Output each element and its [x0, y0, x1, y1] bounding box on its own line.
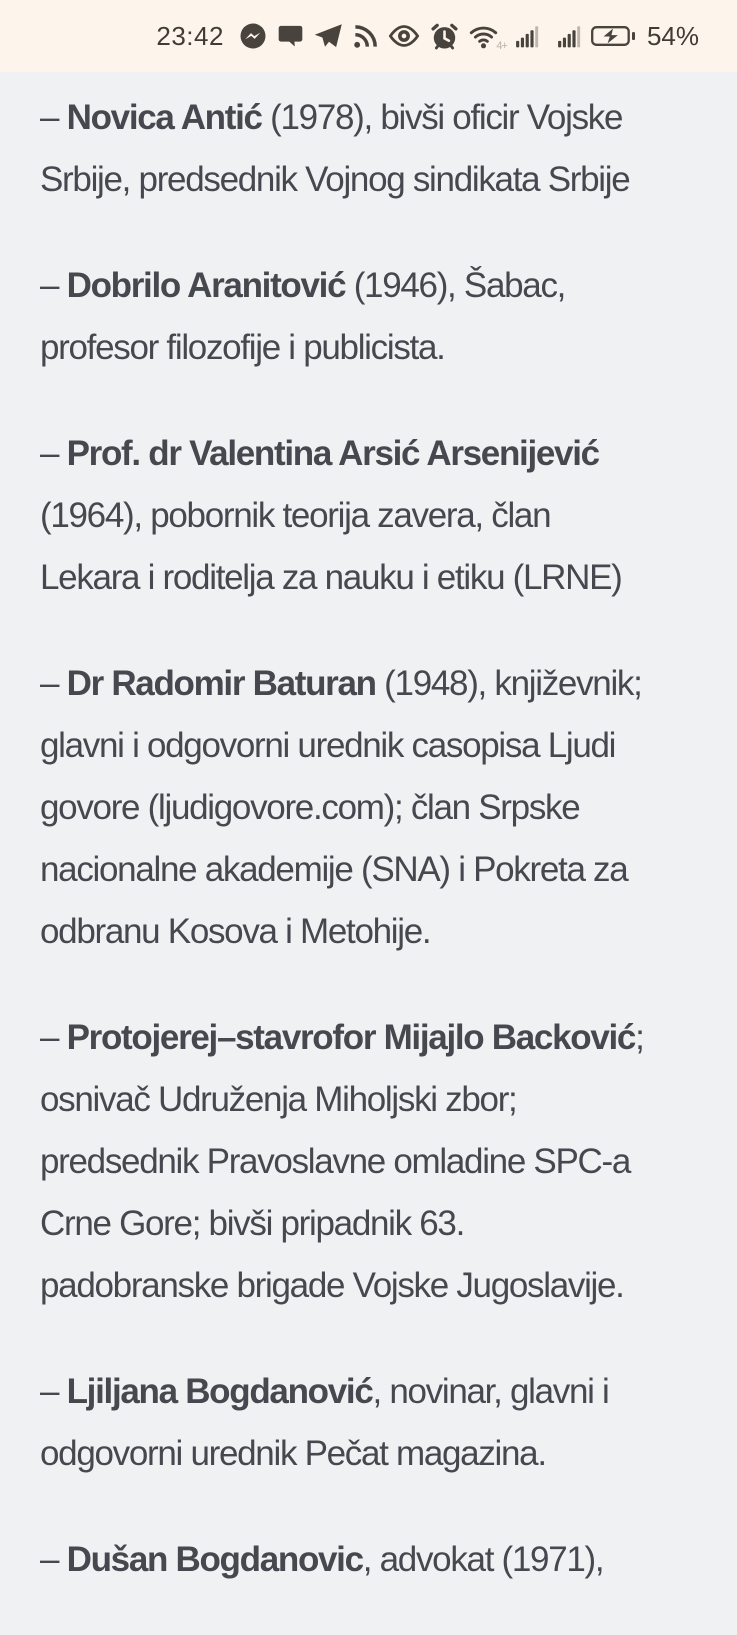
person-name: Ljiljana Bogdanović [66, 1372, 373, 1411]
text-line [40, 1007, 697, 1069]
telegram-icon [313, 21, 343, 51]
text-segment: , advokat (1971), [362, 1540, 604, 1579]
text-line [40, 485, 697, 547]
article-body [0, 72, 737, 1635]
text-line [40, 777, 697, 839]
text-segment: , novinar, glavni i [372, 1372, 609, 1411]
text-line [40, 1255, 697, 1317]
text-segment: – [40, 664, 67, 703]
list-item [40, 653, 697, 963]
text-segment: Srbije, predsednik Vojnog sindikata Srbije [40, 160, 630, 199]
eye-icon [388, 20, 420, 52]
text-segment: ; [635, 1018, 644, 1057]
text-segment: (1948), književnik; [375, 664, 642, 703]
text-segment: osnivač Udruženja Miholjski zbor; [40, 1080, 517, 1119]
text-segment: (1978), bivši oficir Vojske [261, 98, 623, 137]
text-segment: profesor filozofije i publicista. [40, 328, 445, 367]
rss-icon [352, 23, 379, 50]
text-line [40, 1069, 697, 1131]
text-line [40, 149, 697, 211]
wifi-badge: 4+ [496, 39, 507, 52]
list-item [40, 1361, 697, 1485]
text-segment: predsednik Pravoslavne omladine SPC-a [40, 1142, 631, 1181]
text-segment: – [40, 1372, 67, 1411]
status-bar [0, 0, 737, 72]
text-line [40, 423, 697, 485]
text-line [40, 255, 697, 317]
text-segment: odgovorni urednik Pečat magazina. [40, 1434, 546, 1473]
person-name: Dr Radomir Baturan [66, 664, 376, 703]
text-segment: nacionalne akademije (SNA) i Pokreta za [40, 850, 628, 889]
text-segment: Crne Gore; bivši pripadnik 63. [40, 1204, 464, 1243]
wifi-icon [469, 22, 507, 52]
person-name: Protojerej–stavrofor Mijajlo Backović [66, 1018, 636, 1057]
person-name: Dušan Bogdanovic [66, 1540, 363, 1579]
text-line [40, 547, 697, 609]
text-line [40, 1423, 697, 1485]
chat-bubble-icon [277, 23, 304, 50]
text-line [40, 87, 697, 149]
signal-bars-icon [515, 24, 540, 49]
text-line [40, 901, 697, 963]
text-segment: glavni i odgovorni urednik casopisa Ljudi [40, 726, 616, 765]
text-line [40, 1361, 697, 1423]
battery-charging-icon [591, 24, 637, 48]
clock: 23:42 [156, 20, 224, 51]
alarm-clock-icon [429, 21, 460, 52]
text-segment: – [40, 434, 67, 473]
text-segment: – [40, 266, 67, 305]
text-segment: – [40, 1540, 67, 1579]
text-segment: govore (ljudigovore.com); član Srpske [40, 788, 580, 827]
signal-bars-icon [557, 24, 582, 49]
person-name: Dobrilo Aranitović [66, 266, 346, 305]
messenger-icon [238, 21, 268, 51]
list-item [40, 1529, 697, 1591]
text-segment: Lekara i roditelja za nauku i etiku (LRNE) [40, 558, 622, 597]
text-line [40, 317, 697, 379]
text-line [40, 1193, 697, 1255]
list-item [40, 423, 697, 609]
text-line [40, 715, 697, 777]
text-line [40, 653, 697, 715]
text-line [40, 1131, 697, 1193]
text-segment: padobranske brigade Vojske Jugoslavije. [40, 1266, 624, 1305]
text-segment: – [40, 1018, 67, 1057]
text-segment: (1964), pobornik teorija zavera, član [40, 496, 551, 535]
person-name: Prof. dr Valentina Arsić Arsenijević [66, 434, 599, 473]
text-line [40, 1529, 697, 1591]
list-item [40, 87, 697, 211]
text-segment: (1946), Šabac, [345, 266, 566, 305]
text-segment: – [40, 98, 67, 137]
text-segment: odbranu Kosova i Metohije. [40, 912, 431, 951]
list-item [40, 255, 697, 379]
text-line [40, 839, 697, 901]
person-name: Novica Antić [66, 98, 262, 137]
list-item [40, 1007, 697, 1317]
battery-percent: 54% [646, 20, 699, 51]
